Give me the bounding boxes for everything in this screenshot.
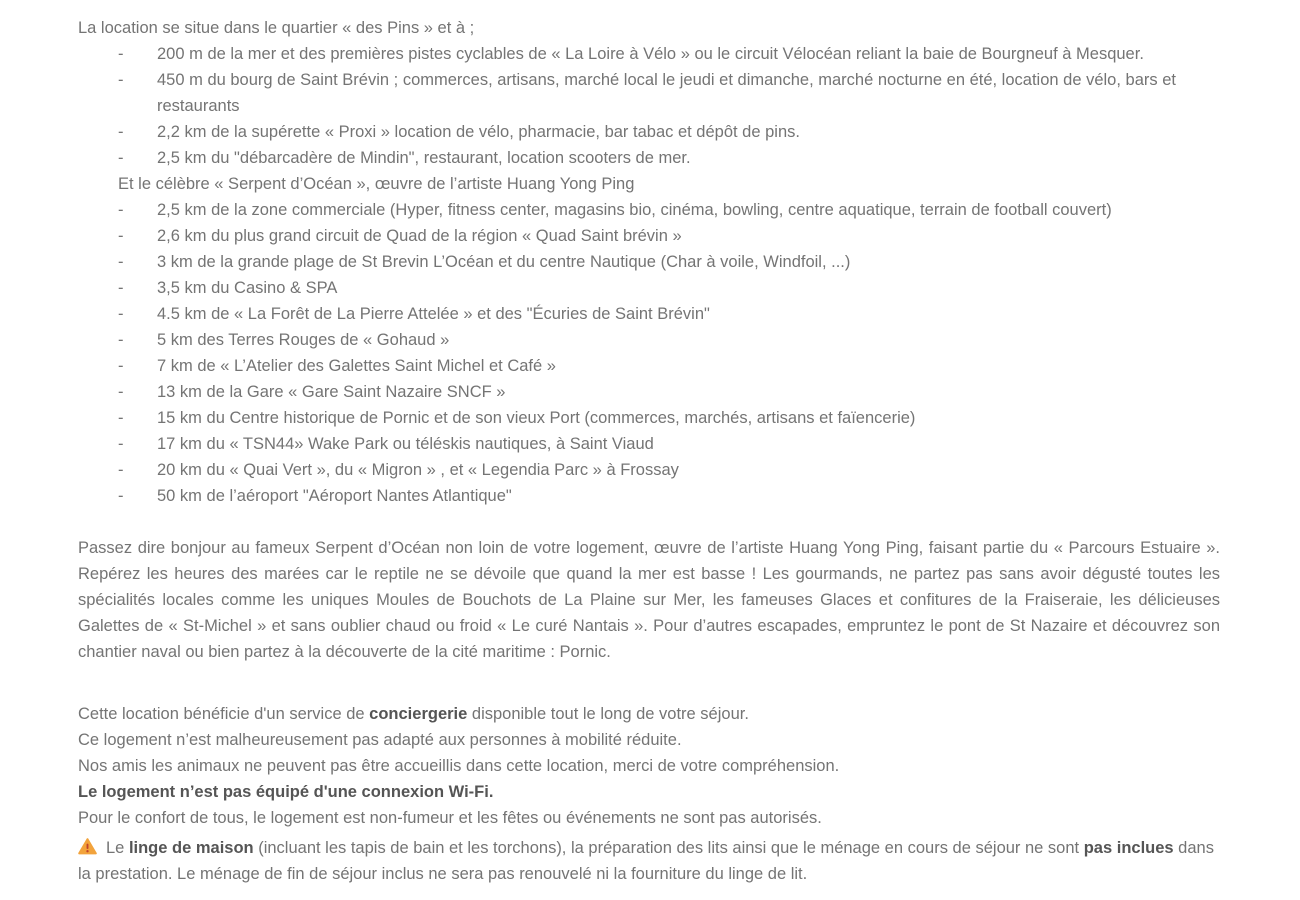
bullet-dash: - (118, 435, 124, 453)
warning-text (78, 839, 1214, 883)
list-item-text: 15 km du Centre historique de Pornic et de son vieux Port (commerces, marchés, artisans et faïencerie) (157, 409, 916, 427)
list-item-text: 5 km des Terres Rouges de « Gohaud » (157, 331, 450, 349)
bullet-dash: - (118, 253, 124, 271)
bold-text: conciergerie (369, 705, 468, 723)
list-item-text: 2,6 km du plus grand circuit de Quad de la région « Quad Saint brévin » (157, 227, 682, 245)
bullet-dash: - (118, 383, 124, 401)
bullet-dash: - (118, 123, 124, 141)
list-item-text: 2,2 km de la supérette « Proxi » location de vélo, pharmacie, bar tabac et dépôt de pins. (157, 123, 800, 141)
bullet-dash: - (118, 409, 124, 427)
bullet-dash: - (118, 227, 124, 245)
bullet-dash: - (118, 201, 124, 219)
text-run: dans la prestation. Le ménage de fin de séjour inclus ne sera pas renouvelé ni la fourniture du linge de lit. (78, 839, 1214, 883)
list-item (78, 301, 1220, 327)
bullet-dash: - (118, 305, 124, 323)
list-item (78, 431, 1220, 457)
list-item-text: 2,5 km du "débarcadère de Mindin", restaurant, location scooters de mer. (157, 149, 691, 167)
text-run: Pour le confort de tous, le logement est non-fumeur et les fêtes ou événements ne sont pas autorisés. (78, 809, 822, 827)
info-line (78, 727, 1220, 753)
bullet-dash: - (118, 487, 124, 505)
list-item (78, 379, 1220, 405)
list-item (78, 327, 1220, 353)
list-item (78, 197, 1220, 223)
info-line (78, 701, 1220, 727)
list-item (78, 119, 1220, 145)
bullet-dash: - (118, 331, 124, 349)
warning-note (78, 835, 1220, 887)
text-run: Ce logement n’est malheureusement pas adapté aux personnes à mobilité réduite. (78, 731, 682, 749)
list-item (78, 249, 1220, 275)
list-item (78, 353, 1220, 379)
list-item-text: 50 km de l’aéroport "Aéroport Nantes Atlantique" (157, 487, 512, 505)
list-item-text: 13 km de la Gare « Gare Saint Nazaire SNCF » (157, 383, 506, 401)
serpent-paragraph: Passez dire bonjour au fameux Serpent d’Océan non loin de votre logement, œuvre de l’artiste Huang Yong Ping, faisant partie du « Parcours Estuaire ». Repérez les heures des marées car le reptile ne se dévoile que quand la mer est basse ! Les gourmands, ne partez pas sans avoir dégusté toutes les spécialités locales comme les uniques Moules de Bouchots de La Plaine sur Mer, les fameuses Glaces et confitures de la Fraiseraie, les délicieuses Galettes de « St-Michel » et sans oublier chaud ou froid « Le curé Nantais ». Pour d’autres escapades, empruntez le pont de St Nazaire et découvrez son chantier naval ou bien partez à la découverte de la cité maritime : Pornic. (78, 539, 1220, 661)
text-run: Nos amis les animaux ne peuvent pas être accueillis dans cette location, merci de votre compréhension. (78, 757, 840, 775)
list-item-text: 450 m du bourg de Saint Brévin ; commerces, artisans, marché local le jeudi et dimanche, marché nocturne en été, location de vélo, bars et restaurants (157, 71, 1176, 115)
bullet-dash: - (118, 71, 124, 89)
list-item (78, 483, 1220, 509)
list-item-text: 20 km du « Quai Vert », du « Migron » , et « Legendia Parc » à Frossay (157, 461, 679, 479)
list-item-text: 17 km du « TSN44» Wake Park ou téléskis nautiques, à Saint Viaud (157, 435, 654, 453)
list-item (78, 457, 1220, 483)
list-item (78, 145, 1220, 171)
bold-text: pas inclues (1083, 839, 1174, 857)
text-run: Le (106, 839, 129, 857)
list-item-text: 200 m de la mer et des premières pistes cyclables de « La Loire à Vélo » ou le circuit Vélocéan reliant la baie de Bourgneuf à Mesquer. (157, 45, 1144, 63)
list-item-text: 7 km de « L’Atelier des Galettes Saint Michel et Café » (157, 357, 556, 375)
bullet-dash: - (118, 45, 124, 63)
text-run: disponible tout le long de votre séjour. (467, 705, 749, 723)
bullet-dash: - (118, 357, 124, 375)
info-line (78, 779, 1220, 805)
bullet-dash: - (118, 461, 124, 479)
list-item-text: 2,5 km de la zone commerciale (Hyper, fitness center, magasins bio, cinéma, bowling, centre aquatique, terrain de football couvert) (157, 201, 1112, 219)
list-item (78, 405, 1220, 431)
intro-line: La location se situe dans le quartier « des Pins » et à ; (78, 19, 475, 37)
list-item (78, 41, 1220, 67)
bold-text: Le logement n’est pas équipé d'une connexion Wi-Fi. (78, 783, 494, 801)
info-line (78, 805, 1220, 831)
text-run: Cette location bénéficie d'un service de (78, 705, 370, 723)
bullet-dash: - (118, 279, 124, 297)
house-rules-lines (78, 701, 1220, 831)
list-item (78, 67, 1220, 119)
warning-triangle-icon (78, 838, 97, 855)
info-line (78, 753, 1220, 779)
text-run: (incluant les tapis de bain et les torchons), la préparation des lits ainsi que le ménage en cours de séjour ne sont (253, 839, 1084, 857)
list-item (78, 275, 1220, 301)
list-item (78, 223, 1220, 249)
bullet-dash: - (118, 149, 124, 167)
list-note: Et le célèbre « Serpent d’Océan », œuvre de l’artiste Huang Yong Ping (118, 175, 635, 193)
list-item-text: 4.5 km de « La Forêt de La Pierre Attelée » et des "Écuries de Saint Brévin" (157, 305, 710, 323)
distances-list (78, 41, 1220, 509)
bold-text: linge de maison (128, 839, 254, 857)
list-item-text: 3,5 km du Casino & SPA (157, 279, 338, 297)
list-item-text: 3 km de la grande plage de St Brevin L’Océan et du centre Nautique (Char à voile, Windfoil, ...) (157, 253, 851, 271)
